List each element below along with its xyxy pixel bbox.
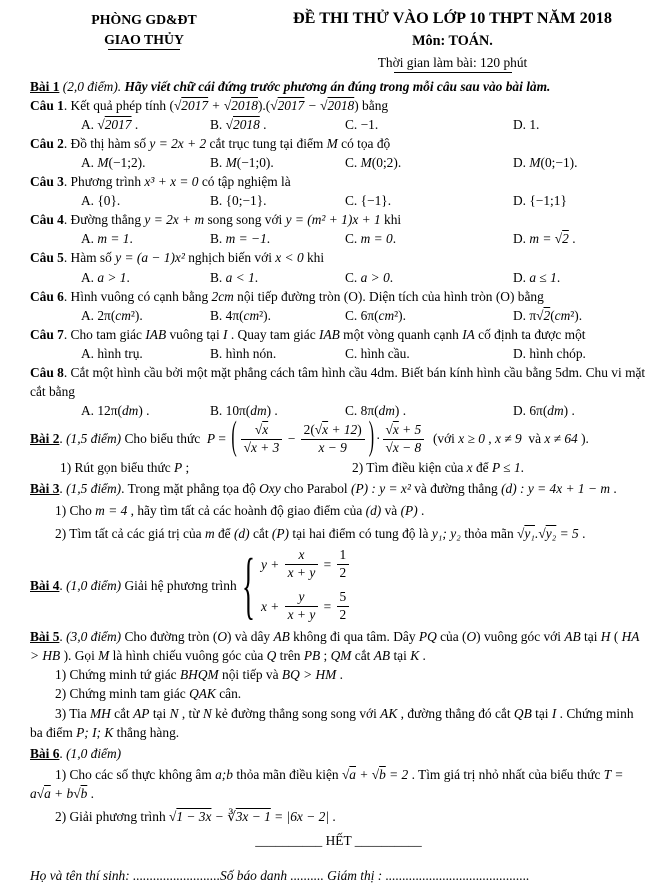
bai6-label: Bài 6 xyxy=(30,745,60,761)
bai3-item-2: 2) Tìm tất cả các giá trị của m để (d) cắt (P) tại hai điểm có tung độ là y₁; y₂ thỏa mãn √y₁.√y₂ = 5 . xyxy=(55,526,586,542)
question-text: . Cho tam giác IAB vuông tại I . Quay tam giác IAB một vòng quanh cạnh IA cố định ta được một xyxy=(63,326,586,342)
option-d: D. π√2(cm²). xyxy=(513,307,583,323)
fraction-numerator: 5 xyxy=(337,589,350,607)
bai6-item-1: 1) Cho các số thực không âm a;b thỏa mãn điều kiện √a + √b = 2 . Tìm giá trị nhỏ nhất của biểu thức T = a√a + b√b . xyxy=(30,766,624,801)
question-stem xyxy=(30,96,647,115)
option-b: B. 4π(cm²). xyxy=(210,307,271,323)
option-a: A. a > 1. xyxy=(81,269,130,285)
section-bai1 xyxy=(30,77,647,420)
equation-1 xyxy=(261,547,351,582)
bai3-heading xyxy=(30,479,647,498)
bai5-item-1: 1) Chứng minh tứ giác BHQM nội tiếp và BQ > HM . xyxy=(55,667,344,683)
question-stem xyxy=(30,363,647,401)
options-row xyxy=(81,153,647,172)
options-row xyxy=(81,229,647,248)
fraction-numerator: 2(√x + 12) xyxy=(301,422,365,440)
title-block xyxy=(258,7,647,72)
exam-header xyxy=(30,7,647,72)
fraction-denominator: x + y xyxy=(287,565,316,581)
multiply-dot: · xyxy=(376,431,381,447)
option-a: A. {0}. xyxy=(81,193,121,209)
bai6-heading-text: . (1,0 điểm) xyxy=(59,745,122,761)
question-cau3 xyxy=(30,172,647,210)
fraction xyxy=(337,547,350,582)
option-d: D. {−1;1} xyxy=(513,193,567,209)
equation-system xyxy=(261,547,351,623)
exam-duration xyxy=(258,53,647,72)
question-cau6 xyxy=(30,287,647,325)
question-label: Câu 2 xyxy=(30,136,64,152)
fraction-denominator: 2 xyxy=(339,606,347,622)
option-b: B. a < 1. xyxy=(210,269,259,285)
bai5-item-2: 2) Chứng minh tam giác QAK cân. xyxy=(55,686,242,702)
question-label: Câu 7 xyxy=(30,326,64,342)
option-a: A. 12π(dm) . xyxy=(81,402,150,418)
option-d: D. m = √2 . xyxy=(513,231,576,247)
option-c: C. 8π(dm) . xyxy=(345,402,407,418)
bai4-intro: . (1,0 điểm) Giải hệ phương trình xyxy=(59,577,240,593)
department-line2: GIAO THỦY xyxy=(104,30,184,50)
fraction-denominator: √x − 8 xyxy=(385,439,422,455)
equation-text: y + xyxy=(260,557,283,573)
question-label: Câu 5 xyxy=(30,250,64,266)
bai5-item-3: 3) Tia MH cắt AP tại N , từ N kẻ đường thẳng song song với AK , đường thẳng đó cắt QB tại I . Chứng minh ba điểm P; I; K thẳng hàng. xyxy=(30,705,634,740)
department-line1: PHÒNG GD&ĐT xyxy=(91,12,197,27)
options-row xyxy=(81,401,647,420)
section-bai2 xyxy=(30,415,647,478)
question-cau2 xyxy=(30,134,647,172)
fraction-denominator: x + y xyxy=(287,606,316,622)
fraction-numerator: y xyxy=(285,589,319,607)
question-label: Câu 4 xyxy=(30,212,64,228)
question-stem xyxy=(30,287,647,306)
open-paren: ( xyxy=(231,415,237,459)
bai3-heading-text: . (1,5 điểm). Trong mặt phẳng tọa độ Oxy cho Parabol (P) : y = x² và đường thẳng (d) : y = 4x + 1 − m . xyxy=(59,481,617,497)
question-stem xyxy=(30,172,647,191)
footer-signature-line: Họ và tên thí sinh: ..........................Số báo danh .......... Giám thị : ........................................... xyxy=(30,867,530,883)
question-cau7 xyxy=(30,325,647,363)
fraction xyxy=(337,589,350,624)
bai2-intro: . (1,5 điểm) Cho biểu thức P = xyxy=(59,431,230,447)
question-label: Câu 3 xyxy=(30,174,64,190)
options-row xyxy=(81,344,647,363)
option-a: A. hình trụ. xyxy=(81,345,143,361)
fraction-denominator: x − 9 xyxy=(318,439,347,455)
options-row xyxy=(81,191,647,210)
option-d: D. 1. xyxy=(513,117,540,133)
fraction xyxy=(285,589,319,624)
equation-text: x + xyxy=(260,598,283,614)
question-label: Câu 8 xyxy=(30,364,64,380)
question-stem xyxy=(30,325,647,344)
options-row xyxy=(81,268,647,287)
question-cau4 xyxy=(30,210,647,248)
exam-subject: Môn: TOÁN. xyxy=(412,33,493,49)
department-block xyxy=(30,7,258,72)
bai5-heading-text: . (3,0 điểm) Cho đường tròn (O) và dây AB không đi qua tâm. Dây PQ của (O) vuông góc với AB tại H ( HA > HB ). Gọi M là hình chiếu vuông góc của Q trên PB ; QM cắt AB tại K . xyxy=(30,629,640,664)
close-paren: ) xyxy=(368,415,375,459)
question-text: . Đồ thị hàm số y = 2x + 2 cắt trục tung tại điểm M có tọa độ xyxy=(63,136,391,152)
option-a: A. M(−1;2). xyxy=(81,155,146,171)
question-stem xyxy=(30,248,647,267)
fraction-numerator: √x xyxy=(241,422,283,440)
equation-2 xyxy=(261,589,351,624)
question-stem xyxy=(30,210,647,229)
end-marker: __________ HẾT __________ xyxy=(255,832,422,848)
bai2-label-wrap xyxy=(30,429,59,448)
bai3-label: Bài 3 xyxy=(30,481,60,497)
equals-sign: = xyxy=(320,598,335,614)
minus-sign: − xyxy=(284,431,299,447)
option-c: C. hình cầu. xyxy=(345,345,410,361)
question-cau8 xyxy=(30,363,647,420)
question-label: Câu 6 xyxy=(30,288,64,304)
bai3-item-1: 1) Cho m = 4 , hãy tìm tất cả các hoành độ giao điểm của (d) và (P) . xyxy=(55,503,425,519)
section-bai3 xyxy=(30,479,647,543)
bai2-item-2: 2) Tìm điều kiện của x để P ≤ 1. xyxy=(352,460,525,476)
option-c: C. −1. xyxy=(345,117,379,133)
question-text: . Cắt một hình cầu bởi một mặt phẳng cách tâm hình cầu 4dm. Biết bán kính hình cầu bằng 5dm. Chu vi mặt cắt bằng xyxy=(30,364,646,399)
bai6-heading xyxy=(30,744,647,763)
bai1-heading xyxy=(30,77,647,96)
bai5-label: Bài 5 xyxy=(30,629,60,645)
option-c: C. {−1}. xyxy=(345,193,392,209)
fraction-3 xyxy=(383,422,425,457)
option-d: D. 6π(dm) . xyxy=(513,402,575,418)
fraction-numerator: 1 xyxy=(337,547,350,565)
option-a: A. m = 1. xyxy=(81,231,133,247)
fraction-numerator: √x + 5 xyxy=(383,422,425,440)
exam-duration-text: Thời gian làm bài: 120 phút xyxy=(378,53,528,72)
question-stem xyxy=(30,134,647,153)
bai1-label: Bài 1 xyxy=(30,79,60,95)
option-c: C. m = 0. xyxy=(345,231,397,247)
exam-title: ĐỀ THI THỬ VÀO LỚP 10 THPT NĂM 2018 xyxy=(292,9,612,27)
option-b: B. m = −1. xyxy=(210,231,271,247)
options-row xyxy=(81,115,647,134)
option-c: C. M(0;2). xyxy=(345,155,402,171)
options-row xyxy=(81,306,647,325)
question-text: . Kết quả phép tính (√2017 + √2018).(√2017 − √2018) bằng xyxy=(63,98,389,114)
fraction-numerator: x xyxy=(285,547,319,565)
section-bai6 xyxy=(30,744,647,826)
question-cau1 xyxy=(30,96,647,134)
option-d: D. a ≤ 1. xyxy=(513,269,561,285)
bai6-item-2: 2) Giải phương trình √1 − 3x − ∛3x − 1 = |6x − 2| . xyxy=(55,808,336,824)
option-b: B. {0;−1}. xyxy=(210,193,267,209)
option-b: B. √2018 . xyxy=(210,117,267,133)
bai2-condition: (với x ≥ 0 , x ≠ 9 và x ≠ 64 ). xyxy=(426,431,589,447)
fraction-denominator: 2 xyxy=(339,565,347,581)
question-text: . Hàm số y = (a − 1)x² nghịch biến với x < 0 khi xyxy=(63,250,325,266)
bai2-formula-line xyxy=(30,415,647,459)
section-bai4 xyxy=(30,542,647,627)
option-b: B. hình nón. xyxy=(210,345,277,361)
option-d: D. M(0;−1). xyxy=(513,155,578,171)
question-text: . Phương trình x³ + x = 0 có tập nghiệm là xyxy=(63,174,291,190)
equals-sign: = xyxy=(320,557,335,573)
question-cau5 xyxy=(30,248,647,286)
bai2-subitems xyxy=(60,458,647,477)
bai1-heading-text: (2,0 điểm). Hãy viết chữ cái đứng trước phương án đúng trong mỗi câu sau vào bài làm. xyxy=(59,79,551,95)
option-b: B. M(−1;0). xyxy=(210,155,274,171)
bai2-item-1: 1) Rút gọn biểu thức P ; xyxy=(60,460,190,476)
question-text: . Hình vuông có cạnh bằng 2cm nội tiếp đường tròn (O). Diện tích của hình tròn (O) bằng xyxy=(63,288,544,304)
option-d: D. hình chóp. xyxy=(513,345,586,361)
bai4-line xyxy=(30,542,647,627)
option-b: B. 10π(dm) . xyxy=(210,402,278,418)
fraction xyxy=(285,547,319,582)
bai4-label-wrap xyxy=(30,576,59,595)
system-brace: { xyxy=(241,542,255,627)
bai2-label: Bài 2 xyxy=(30,431,60,447)
section-bai5 xyxy=(30,627,647,741)
bai4-label: Bài 4 xyxy=(30,577,60,593)
option-c: C. 6π(cm²). xyxy=(345,307,406,323)
fraction-1 xyxy=(241,422,283,457)
option-c: C. a > 0. xyxy=(345,269,394,285)
fraction-2 xyxy=(301,422,365,457)
option-a: A. √2017 . xyxy=(81,117,139,133)
question-label: Câu 1 xyxy=(30,98,64,114)
question-text: . Đường thẳng y = 2x + m song song với y = (m² + 1)x + 1 khi xyxy=(63,212,402,228)
bai5-heading xyxy=(30,627,647,665)
fraction-denominator: √x + 3 xyxy=(243,439,280,455)
option-a: A. 2π(cm²). xyxy=(81,307,143,323)
